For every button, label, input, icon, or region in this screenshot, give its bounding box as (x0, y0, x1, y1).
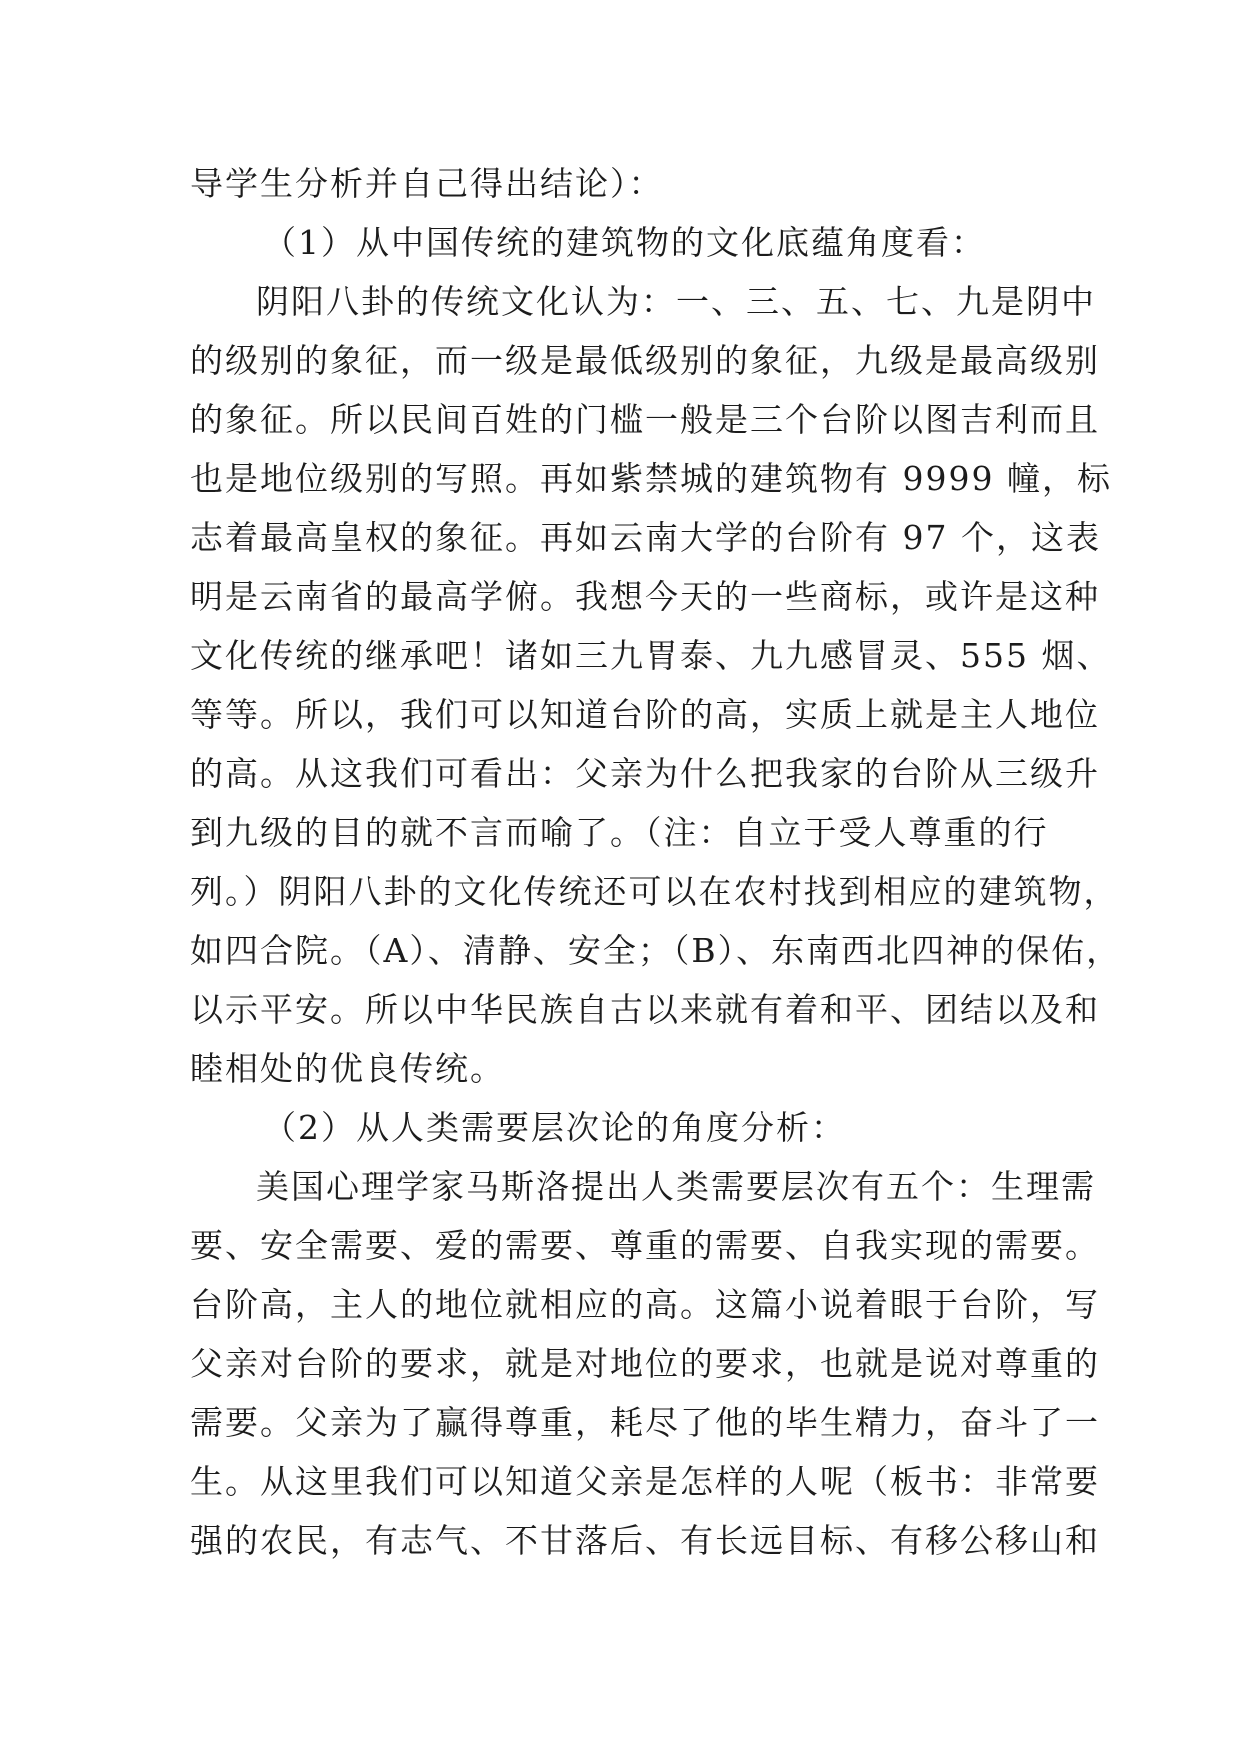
text-line: 到九级的目的就不言而喻了。（注：自立于受人尊重的行 (190, 813, 1049, 852)
text-line: 强的农民，有志气、不甘落后、有长远目标、有移公移山和 (190, 1521, 1100, 1560)
text-line: 等等。所以，我们可以知道台阶的高，实质上就是主人地位 (190, 695, 1100, 734)
text-line: 生。从这里我们可以知道父亲是怎样的人呢（板书：非常要 (190, 1462, 1100, 1501)
body-text (190, 154, 1122, 1570)
section-heading-1: （1）从中国传统的建筑物的文化底蕴角度看： (263, 223, 986, 262)
text-line: 台阶高，主人的地位就相应的高。这篇小说着眼于台阶，写 (190, 1285, 1100, 1324)
text-line: 的高。从这我们可看出：父亲为什么把我家的台阶从三级升 (190, 754, 1100, 793)
text-line: 需要。父亲为了赢得尊重，耗尽了他的毕生精力，奋斗了一 (190, 1403, 1100, 1442)
text-line: 阴阳八卦的传统文化认为：一、三、五、七、九是阴中 (256, 282, 1096, 321)
text-line: 的级别的象征，而一级是最低级别的象征，九级是最高级别 (190, 341, 1100, 380)
text-line: 志着最高皇权的象征。再如云南大学的台阶有 97 个，这表 (190, 518, 1101, 557)
text-line: 如四合院。（A）、清静、安全；（B）、东南西北四神的保佑， (190, 931, 1122, 970)
text-line: 父亲对台阶的要求，就是对地位的要求，也就是说对尊重的 (190, 1344, 1100, 1383)
text-line: 也是地位级别的写照。再如紫禁城的建筑物有 9999 幢，标 (190, 459, 1112, 498)
text-line: 的象征。所以民间百姓的门槛一般是三个台阶以图吉利而且 (190, 400, 1100, 439)
text-line: 以示平安。所以中华民族自古以来就有着和平、团结以及和 (190, 990, 1100, 1029)
text-line: 要、安全需要、爱的需要、尊重的需要、自我实现的需要。 (190, 1226, 1100, 1265)
text-line: 美国心理学家马斯洛提出人类需要层次有五个：生理需 (256, 1167, 1096, 1206)
text-line: 明是云南省的最高学俯。我想今天的一些商标，或许是这种 (190, 577, 1100, 616)
text-line: 导学生分析并自己得出结论）： (190, 164, 664, 203)
section-heading-2: （2）从人类需要层次论的角度分析： (263, 1108, 846, 1147)
text-line: 列。）阴阳八卦的文化传统还可以在农村找到相应的建筑物， (190, 872, 1119, 911)
text-line: 睦相处的优良传统。 (190, 1049, 505, 1088)
text-line: 文化传统的继承吧！诸如三九胃泰、九九感冒灵、555 烟、 (190, 636, 1112, 675)
